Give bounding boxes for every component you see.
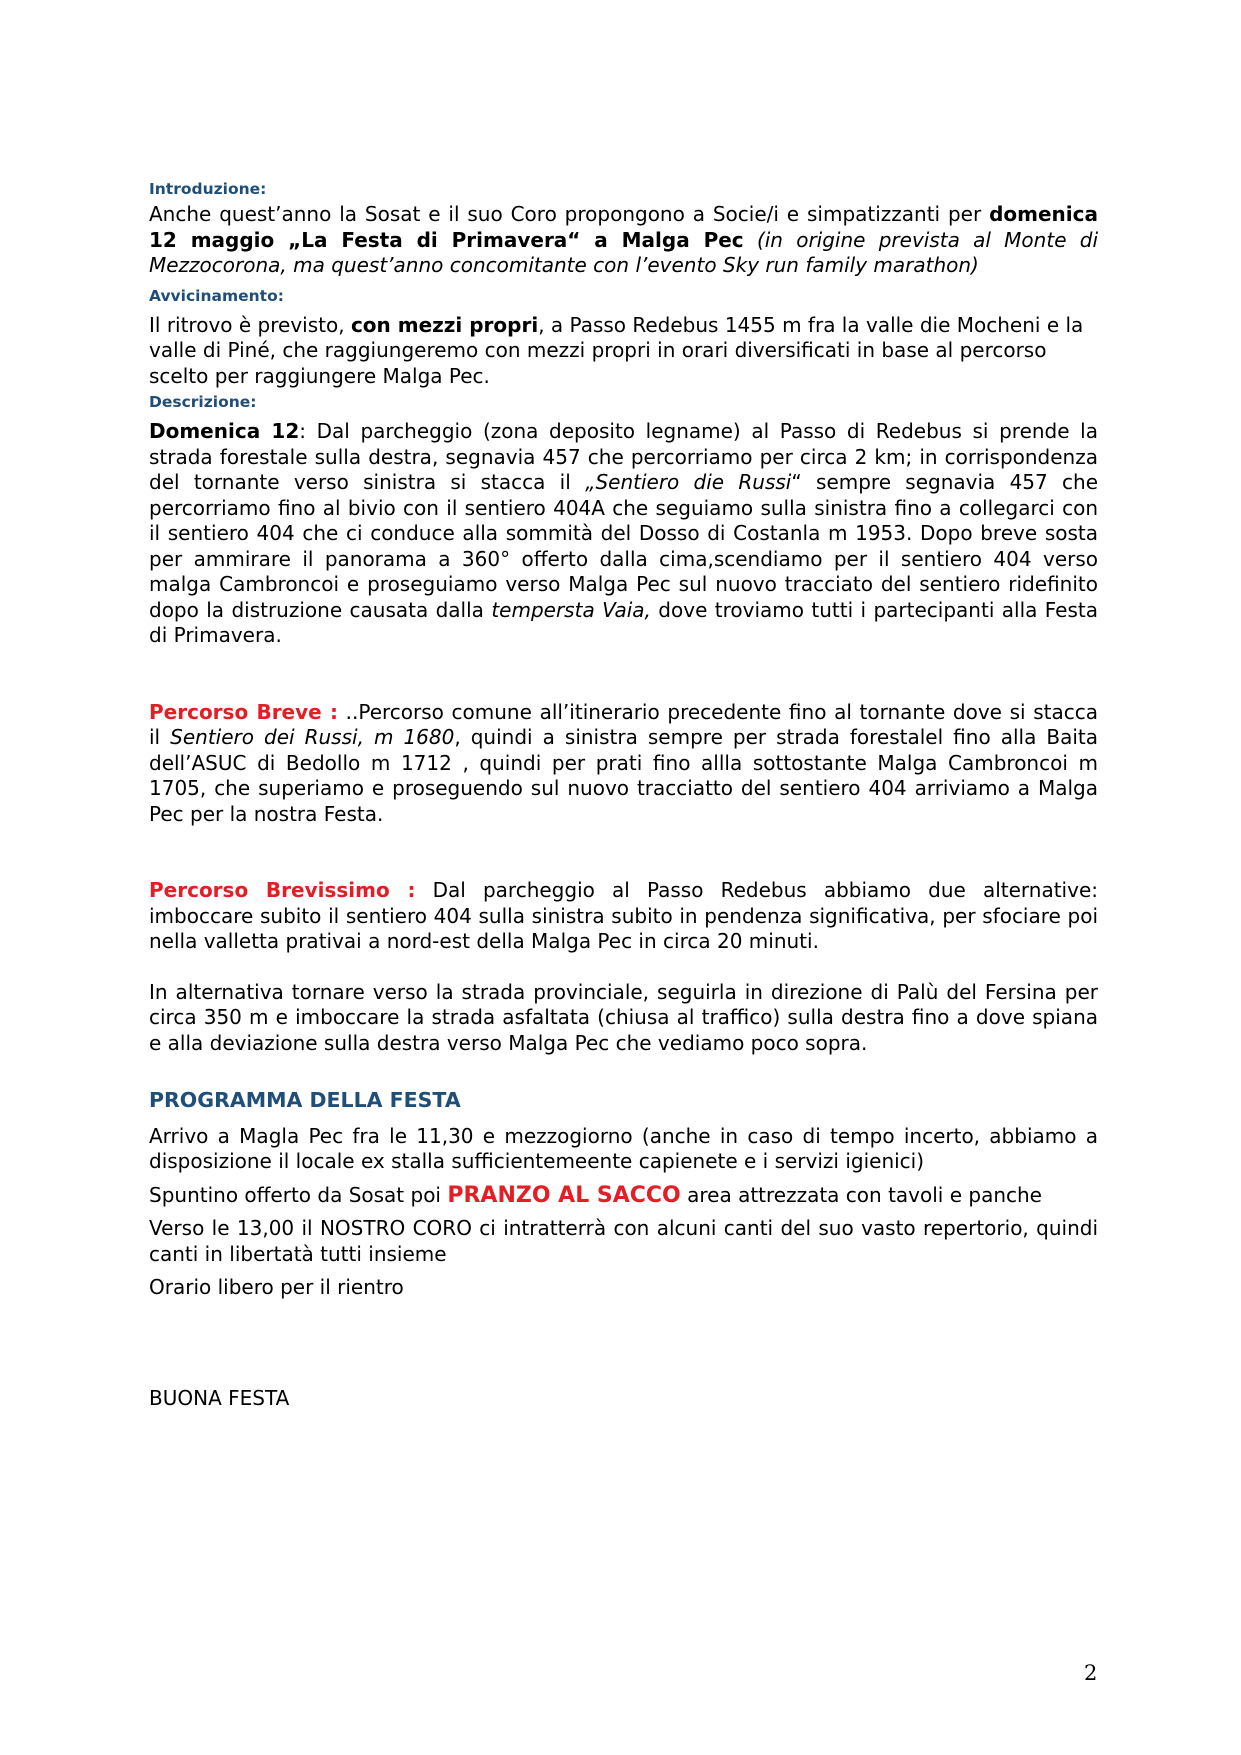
page-number: 2 — [1084, 1661, 1098, 1685]
descrizione-text-1: : Dal parcheggio (zona deposito legname) al Passo di Redebus si prende la strada forestale sulla destra, segnavia 457 che percorriamo per circa 2 km; in corrispondenza del tornante verso sinistra si stacca il — [149, 419, 1098, 494]
percorso-brevissimo-text-1: Dal parcheggio al Passo Redebus abbiamo due alternative: imboccare subito il sentiero 404 sulla sinistra subito in pendenza significativa, per sfociare poi nella valletta prativai a nord-est della Malga Pec in circa 20 minuti. — [149, 878, 1098, 953]
intro-heading: Introduzione: — [149, 180, 267, 198]
descrizione-text-3: dove troviamo tutti i partecipanti alla Festa di Primavera. — [149, 597, 1099, 647]
descrizione-storm: tempersta Vaia, — [491, 597, 651, 622]
percorso-brevissimo-label: Percorso Brevissimo : — [149, 878, 416, 902]
percorso-breve-trail: Sentiero dei Russi, m 1680 — [170, 725, 455, 749]
percorso-breve-paragraph — [149, 700, 1098, 828]
percorso-breve-text-1: ..Percorso comune all’itinerario precedente fino al tornante dove si stacca il — [149, 699, 1099, 749]
avvicinamento-bold: con mezzi propri — [350, 312, 539, 337]
descrizione-heading: Descrizione: — [149, 393, 257, 411]
percorso-breve-text-2: , quindi a sinistra sempre per strada forestalel fino alla Baita dell’ASUC di Bedollo m 1712 , quindi per prati fino allla sottostante Malga Cambroncoi m 1705, che superiamo e proseguendo sul nuovo tracciatto del sentiero 404 arriviamo a Malga Pec per la nostra Festa. — [149, 725, 1098, 826]
percorso-breve-label: Percorso Breve : — [149, 699, 338, 724]
page-content — [149, 178, 1098, 1411]
intro-note: (in origine prevista al Monte di Mezzocorona, ma quest’anno concomitante con l’evento Sky run family marathon) — [149, 227, 1099, 277]
programma-arrivo: Arrivo a Magla Pec fra le 11,30 e mezzogiorno (anche in caso di tempo incerto, abbiamo a disposizione il locale ex stalla sufficientemeente capienete e i servizi igienici) — [149, 1123, 1098, 1173]
programma-spuntino — [149, 1183, 1098, 1209]
intro-text: Anche quest’anno la Sosat e il suo Coro propongono a Socie/i e simpatizzanti per — [149, 202, 982, 226]
programma-rientro: Orario libero per il rientro — [149, 1275, 404, 1299]
avvicinamento-text-2: , a Passo Redebus 1455 m fra la valle die Mocheni e la valle di Piné, che raggiungeremo con mezzi propri in orari diversificati in base al percorso scelto per raggiungere Malga Pec. — [149, 312, 1084, 388]
pranzo-al-sacco-label: PRANZO AL SACCO — [447, 1182, 681, 1208]
alternativa-paragraph: In alternativa tornare verso la strada provinciale, seguirla in direzione di Palù del Fersina per circa 350 m e imboccare la strada asfaltata (chiusa al traffico) sulla destra fino a dove spiana e alla deviazione sulla destra verso Malga Pec che vediamo poco sopra. — [149, 979, 1098, 1055]
intro-paragraph — [149, 202, 1098, 279]
avvicinamento-heading: Avvicinamento: — [149, 286, 284, 305]
avvicinamento-text-1: Il ritrovo è previsto, — [149, 312, 345, 337]
avvicinamento-paragraph — [149, 313, 1098, 390]
programma-spuntino-text-1: Spuntino offerto da Sosat poi — [149, 1182, 448, 1207]
descrizione-paragraph — [149, 419, 1098, 649]
descrizione-text-2: “ sempre segnavia 457 che percorriamo fino al bivio con il sentiero 404A che seguiamo sulla sinistra fino a collegarci con il sentiero 404 che ci conduce alla sommità del Dosso di Costanla m 1953. Dopo breve sosta per ammirare il panorama a 360° offerto dalla cima,scendiamo per il sentiero 404 verso malga Cambroncoi e proseguiamo verso Malga Pec sul nuovo tracciato del sentiero ridefinito dopo la distruzione causata dalla — [149, 470, 1099, 622]
programma-coro: Verso le 13,00 il NOSTRO CORO ci intratterrà con alcuni canti del suo vasto repertorio, quindi canti in libertatà tutti insieme — [149, 1216, 1098, 1266]
programma-heading: PROGRAMMA DELLA FESTA — [149, 1088, 461, 1112]
closing-text: BUONA FESTA — [149, 1385, 290, 1410]
programma-spuntino-text-2: area attrezzata con tavoli e panche — [680, 1182, 1042, 1207]
percorso-brevissimo-paragraph — [149, 878, 1098, 955]
intro-event-title: domenica 12 maggio „La Festa di Primavera“ a Malga Pec — [149, 202, 1098, 252]
descrizione-trail-name: „Sentiero die Russi — [585, 470, 792, 494]
descrizione-day: Domenica 12 — [149, 419, 300, 443]
